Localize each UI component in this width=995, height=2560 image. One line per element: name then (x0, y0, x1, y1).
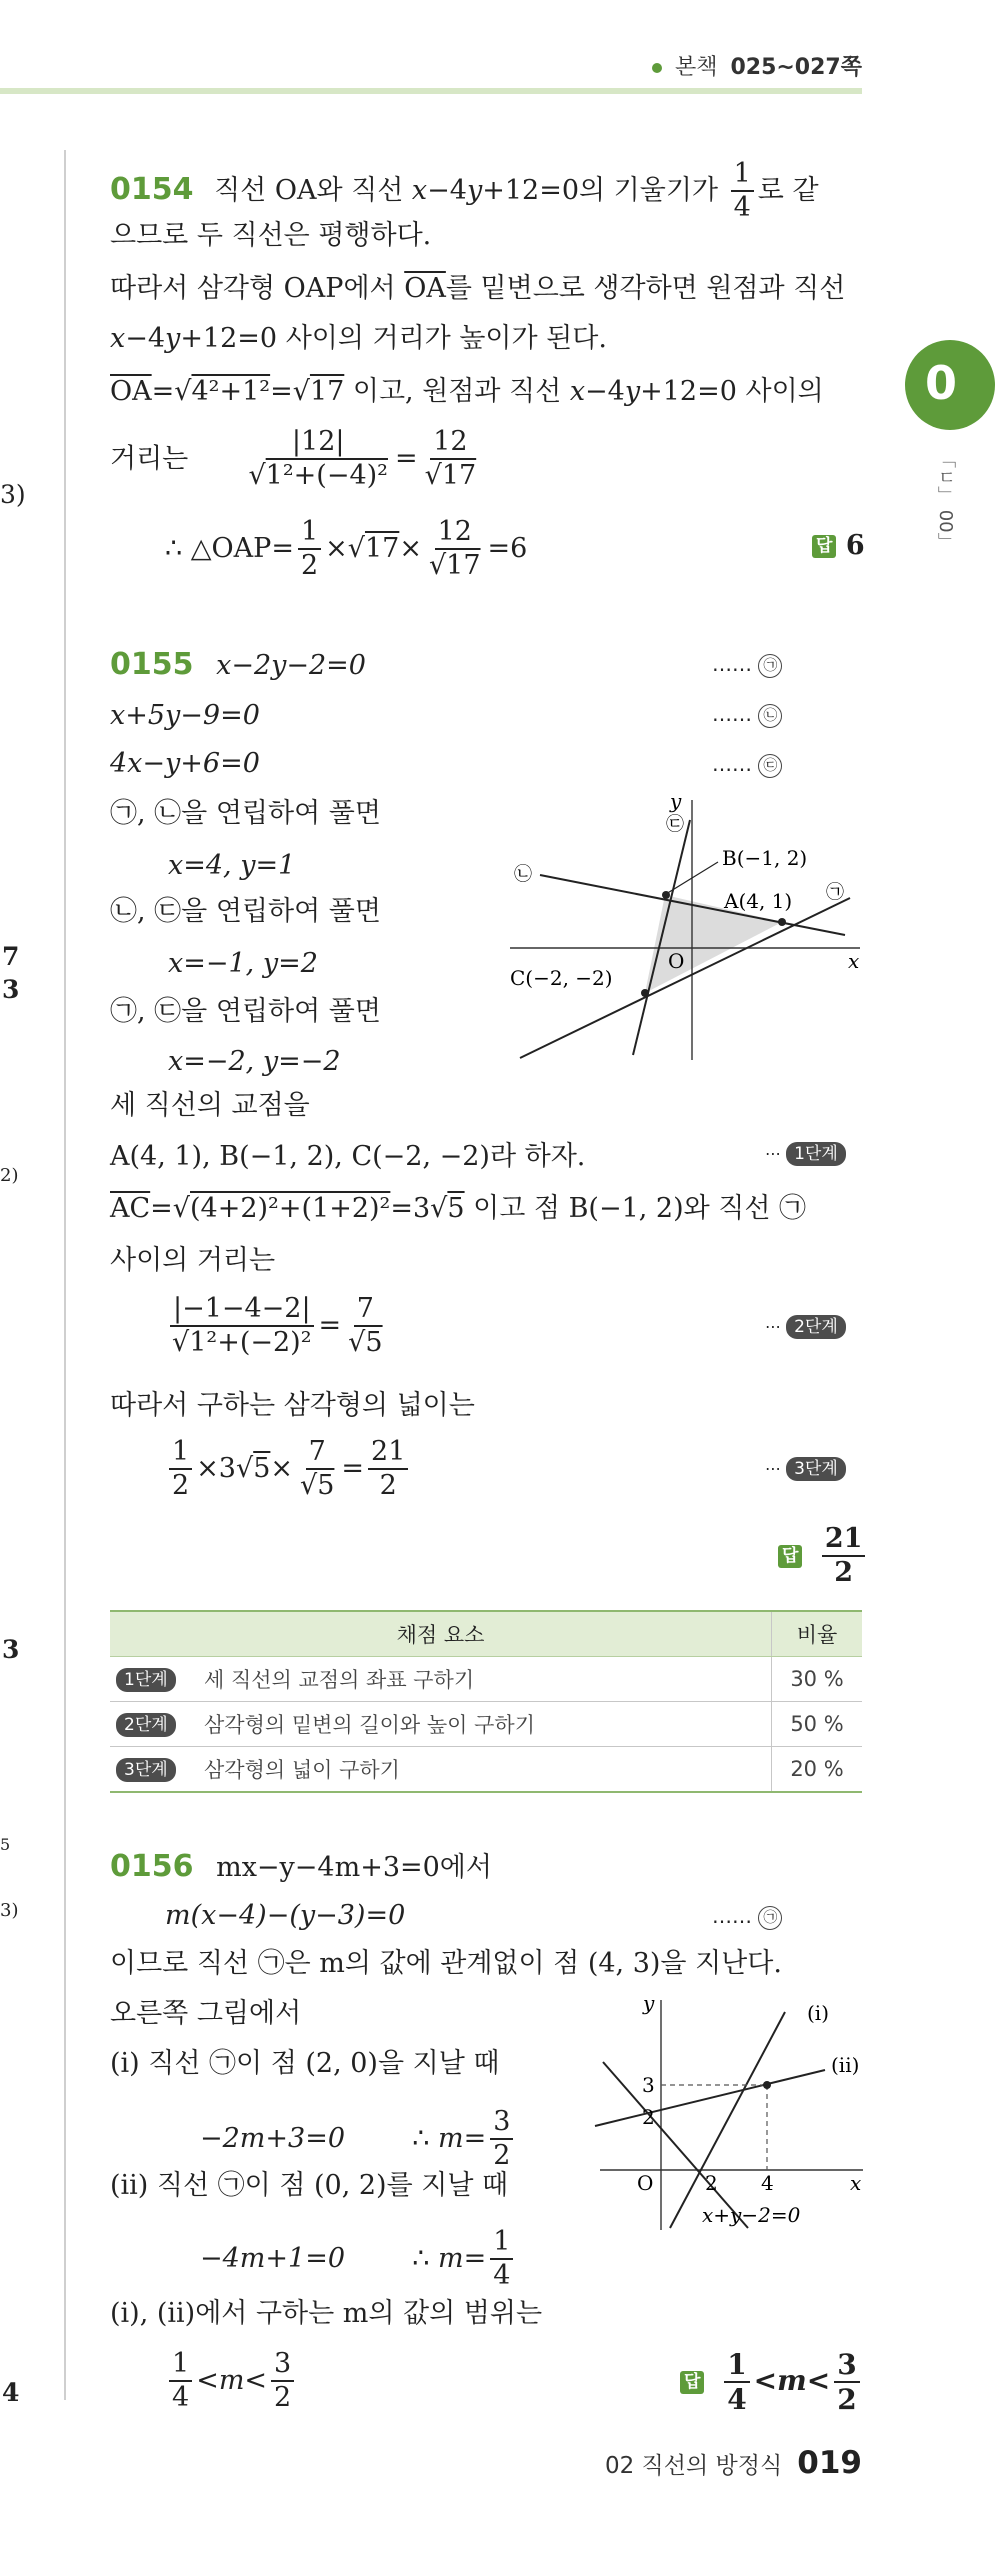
point-a-label: A(4, 1) (724, 889, 793, 913)
p0154-line2: 으므로 두 직선은 평행하다. (110, 220, 432, 251)
scoring-table (110, 1610, 862, 1793)
margin-fragment: 5 (0, 1835, 11, 1854)
point-c-label: C(−2, −2) (510, 966, 613, 990)
triangle-graph (500, 790, 870, 1080)
p0156-range-label: (i), (ii)에서 구하는 m의 값의 범위는 (110, 2298, 543, 2329)
eq-marker: …… ㉢ (712, 752, 782, 778)
p0155-ac: $\overline{AC}=√(4+2)^2+(1+2)^2=3√5$ 이고 점 B(−1, 2)와 직선 ㉠ (110, 1193, 807, 1224)
p0155-area-label: 따라서 구하는 삼각형의 넓이는 (110, 1390, 475, 1421)
margin-fragment: 3) (0, 1900, 19, 1921)
footer (605, 2445, 862, 2481)
margin-fragment: 2) (0, 1165, 19, 1186)
header-page-ref: 본책 025~027쪽 (652, 50, 862, 81)
margin-fragment: 3) (0, 480, 26, 509)
p0154-line4: x−4y+12=0 사이의 거리가 높이가 된다. (110, 323, 607, 354)
eq-marker: …… ㉠ (712, 652, 782, 678)
lines-graph (585, 1990, 875, 2240)
fraction: $\frac{12}{√17}$ (424, 426, 477, 492)
p0154-line7: ∴ △OAP= $\frac{1}{2}$ ×√17× $\frac{12}{√17}$ =6 (165, 516, 528, 582)
answer-badge: 답 (778, 1545, 802, 1567)
answer: 답 $\frac{1}{4}$ <m< $\frac{3}{2}$ (680, 2350, 864, 2415)
line-2-marker: ㉡ (514, 864, 532, 885)
point-4-3 (763, 2081, 771, 2089)
answer-badge: 답 (680, 2371, 704, 2393)
p0155-solve3: ㉠, ㉢을 연립하여 풀면 (110, 996, 381, 1027)
margin-fragment: 3 (2, 1635, 20, 1664)
green-bullet-icon (652, 63, 662, 73)
page-number: 019 (797, 2445, 862, 2481)
table-row: 1단계 세 직선의 교점의 좌표 구하기 30 % (110, 1657, 862, 1702)
margin-fragment: 3 (2, 975, 20, 1004)
step3-marker: ⋯ 3단계 (765, 1457, 846, 1481)
answer: 답 $\frac{21}{2}$ (778, 1525, 869, 1588)
tick-x-4: 4 (761, 2171, 774, 2195)
x-axis-label: x (850, 2171, 862, 2195)
step2-marker: ⋯ 2단계 (765, 1315, 846, 1339)
p0155-res1: x=4, y=1 (168, 850, 296, 881)
footer-section: 02 직선의 방정식 (604, 2453, 783, 2479)
chapter-vertical-text: 「ㄷ」 00」 (935, 450, 956, 551)
fraction: $\frac{|12|}{\text{√1²+(−4)²}}$ (248, 426, 388, 492)
origin-label: O (637, 2171, 654, 2195)
chapter-tab (905, 340, 995, 430)
problem-number: 0156 (110, 1849, 194, 1884)
point-c (641, 989, 649, 997)
tick-y-3: 3 (642, 2073, 655, 2097)
p0154-line5: $\overline{OA}=√4^2+1^2=√17$ 이고, 원점과 직선 x−4y+12=0 사이의 (110, 376, 824, 407)
header-rule (0, 88, 862, 94)
tick-x-2: 2 (705, 2171, 718, 2195)
line-1-marker: ㉠ (826, 882, 844, 903)
point-a (778, 918, 786, 926)
p0155-eq1: 0155 x−2y−2=0 (110, 647, 366, 682)
header (0, 0, 952, 96)
answer: 답 6 (812, 530, 865, 561)
p0155-eq3: 4x−y+6=0 (110, 748, 260, 779)
origin-label: O (668, 949, 685, 973)
step-badge: 3단계 (116, 1758, 176, 1782)
x-axis-label: x (848, 949, 860, 973)
line-i-label: (i) (807, 2001, 830, 2025)
step-badge: 2단계 (786, 1315, 846, 1339)
eq-marker: …… ㉡ (712, 702, 782, 728)
point-b-label: B(−1, 2) (722, 846, 808, 870)
p0155-intersect: 세 직선의 교점을 (110, 1090, 310, 1121)
p0155-res2: x=−1, y=2 (168, 948, 318, 979)
step-badge: 1단계 (786, 1142, 846, 1166)
step-badge: 1단계 (116, 1668, 176, 1692)
fraction: $\frac{1}{4}$ (731, 160, 754, 223)
table-row: 3단계 삼각형의 넓이 구하기 20 % (110, 1747, 862, 1793)
p0155-res3: x=−2, y=−2 (168, 1046, 341, 1077)
table-row: 2단계 삼각형의 밑변의 길이와 높이 구하기 50 % (110, 1702, 862, 1747)
table-header: 비율 (772, 1611, 863, 1657)
problem-number: 0155 (110, 647, 194, 682)
p0154-line3: 따라서 삼각형 OAP에서 $\overline{OA}$를 밑변으로 생각하면 원점과 직선 (110, 273, 846, 304)
p0156-case1: (i) 직선 ㉠이 점 (2, 0)을 지날 때 (110, 2048, 500, 2079)
p0155-solve1: ㉠, ㉡을 연립하여 풀면 (110, 798, 381, 829)
column-divider (64, 150, 66, 2400)
p0154-line6: 거리는 $\frac{|12|}{\text{√1²+(−4)²}}$ = $\frac{12}{√17}$ (110, 428, 483, 491)
y-axis-label: y (643, 1991, 655, 2015)
answer-badge: 답 (812, 535, 836, 557)
p0156-case1-eq: −2m+3=0 ∴ m= $\frac{3}{2}$ (200, 2108, 517, 2171)
line-3-marker: ㉢ (666, 814, 684, 835)
p0155-solve2: ㉡, ㉢을 연립하여 풀면 (110, 896, 381, 927)
p0156-line1: 0156 mx−y−4m+3=0에서 (110, 1849, 492, 1884)
eq-marker: …… ㉠ (712, 1904, 782, 1930)
p0156-case2-eq: −4m+1=0 ∴ m= $\frac{1}{4}$ (200, 2228, 517, 2291)
p0154-line1: 0154 직선 OA와 직선 x−4y+12=0의 기울기가 $\frac{1}{4}$ 로 같 (110, 158, 819, 224)
p0156-line2: m(x−4)−(y−3)=0 (165, 1900, 406, 1931)
p0155-points: A(4, 1), B(−1, 2), C(−2, −2)라 하자. (110, 1141, 586, 1172)
p0156-line3: 이므로 직선 ㉠은 m의 값에 관계없이 점 (4, 3)을 지난다. (110, 1948, 782, 1979)
chapter-tab-label: 0 (925, 356, 958, 410)
p0156-line4: 오른쪽 그림에서 (110, 1998, 302, 2029)
p0155-area: $\frac{1}{2}$ ×3√5× $\frac{7}{√5}$ = $\frac{21}{2}$ (165, 1438, 412, 1501)
p0155-dist: $\frac{|-1-4-2|}{\text{√1²+(−2)²}}$ = $\frac{7}{√5}$ (165, 1295, 390, 1358)
line-ii-label: (ii) (831, 2053, 860, 2077)
step-badge: 3단계 (786, 1457, 846, 1481)
line-equation-label: x+y−2=0 (702, 2203, 801, 2227)
table-header: 채점 요소 (110, 1611, 772, 1657)
step1-marker: ⋯ 1단계 (765, 1142, 846, 1166)
line-i (670, 2012, 785, 2228)
p0155-eq2: x+5y−9=0 (110, 700, 260, 731)
y-axis-label: y (670, 789, 682, 813)
line-ii (595, 2070, 825, 2126)
point-b (662, 891, 670, 899)
margin-fragment: 7 (2, 942, 20, 971)
p0156-range: $\frac{1}{4}$ <m< $\frac{3}{2}$ (165, 2350, 298, 2413)
p0155-dist-label: 사이의 거리는 (110, 1245, 276, 1276)
tick-y-2: 2 (642, 2105, 655, 2129)
problem-number: 0154 (110, 171, 194, 207)
p0156-case2: (ii) 직선 ㉠이 점 (0, 2)를 지날 때 (110, 2170, 509, 2201)
step-badge: 2단계 (116, 1713, 176, 1737)
margin-fragment: 4 (2, 2378, 20, 2407)
